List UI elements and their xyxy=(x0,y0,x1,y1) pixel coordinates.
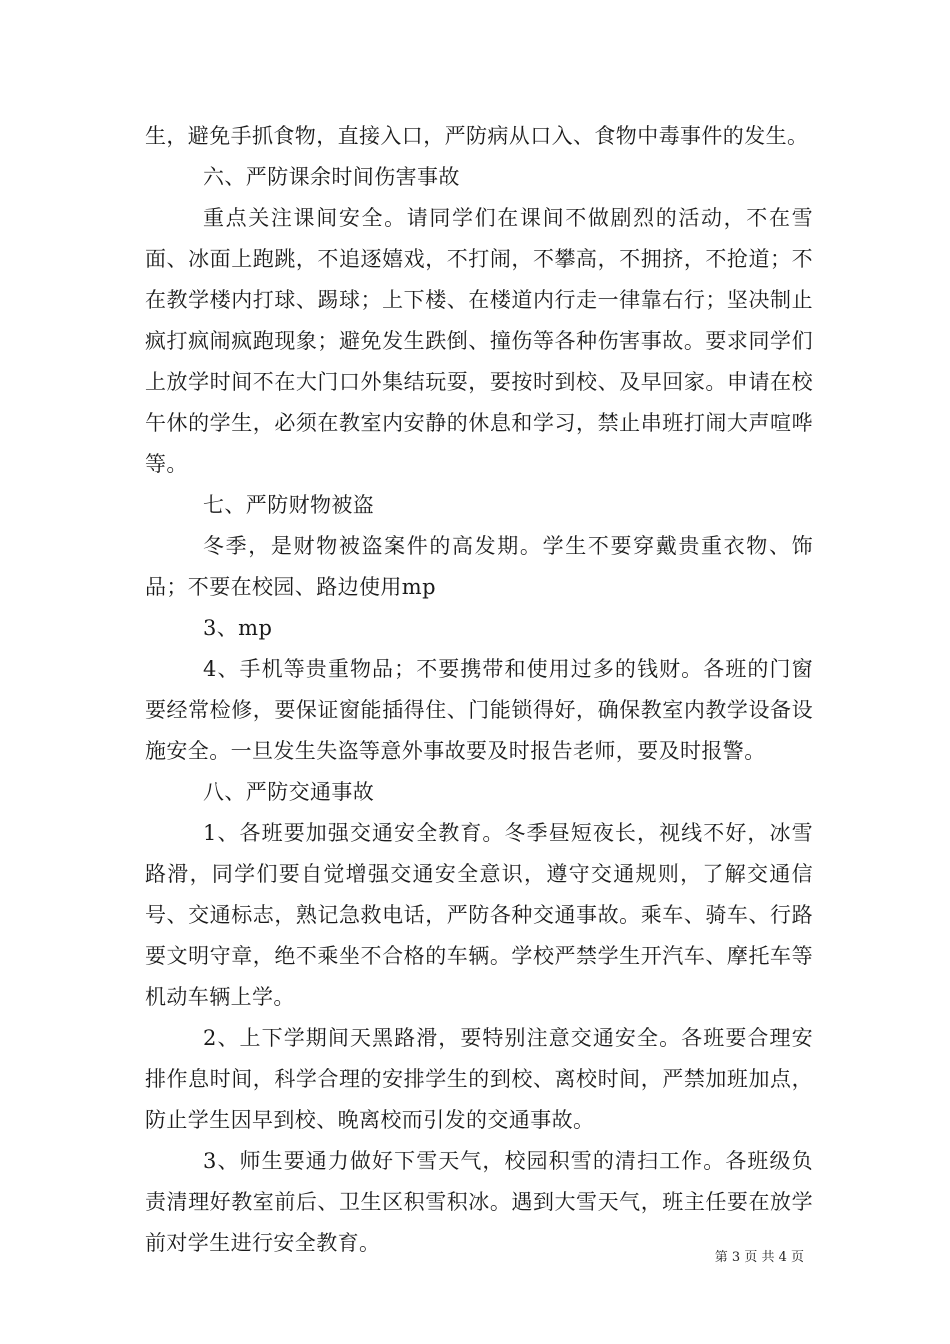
paragraph-theft-intro: 冬季，是财物被盗案件的高发期。学生不要穿戴贵重衣物、饰品；不要在校园、路边使用mp xyxy=(145,534,813,599)
paragraph-traffic-item-2: 2、上下学期间天黑路滑，要特别注意交通安全。各班要合理安排作息时间，科学合理的安排学生的到校、离校时间，严禁加班加点，防止学生因早到校、晚离校而引发的交通事故。 xyxy=(145,1026,813,1132)
document-body xyxy=(145,116,813,1264)
paragraph-theft-item-3: 3、mp xyxy=(203,616,273,640)
section-heading-8: 八、严防交通事故 xyxy=(203,780,375,804)
paragraph-traffic-item-3: 3、师生要通力做好下雪天气，校园积雪的清扫工作。各班级负责清理好教室前后、卫生区积雪积冰。遇到大雪天气，班主任要在放学前对学生进行安全教育。 xyxy=(145,1149,813,1255)
section-heading-7: 七、严防财物被盗 xyxy=(203,493,375,517)
section-heading-6: 六、严防课余时间伤害事故 xyxy=(203,165,460,189)
paragraph-traffic-item-1: 1、各班要加强交通安全教育。冬季昼短夜长，视线不好，冰雪路滑，同学们要自觉增强交通安全意识，遵守交通规则，了解交通信号、交通标志，熟记急救电话，严防各种交通事故。乘车、骑车、行路要文明守章，绝不乘坐不合格的车辆。学校严禁学生开汽车、摩托车等机动车辆上学。 xyxy=(145,821,813,1009)
page-number: 第 3 页 共 4 页 xyxy=(714,1250,804,1265)
paragraph-theft-item-4: 4、手机等贵重物品；不要携带和使用过多的钱财。各班的门窗要经常检修，要保证窗能插得住、门能锁得好，确保教室内教学设备设施安全。一旦发生失盗等意外事故要及时报告老师，要及时报警。 xyxy=(145,657,813,763)
paragraph-break-safety: 重点关注课间安全。请同学们在课间不做剧烈的活动，不在雪面、冰面上跑跳，不追逐嬉戏，不打闹，不攀高，不拥挤，不抢道；不在教学楼内打球、踢球；上下楼、在楼道内行走一律靠右行；坚决制止疯打疯闹疯跑现象；避免发生跌倒、撞伤等各种伤害事故。要求同学们上放学时间不在大门口外集结玩耍，要按时到校、及早回家。申请在校午休的学生，必须在教室内安静的休息和学习，禁止串班打闹大声喧哗等。 xyxy=(145,206,813,476)
paragraph-continuation: 生，避免手抓食物，直接入口，严防病从口入、食物中毒事件的发生。 xyxy=(145,124,809,148)
